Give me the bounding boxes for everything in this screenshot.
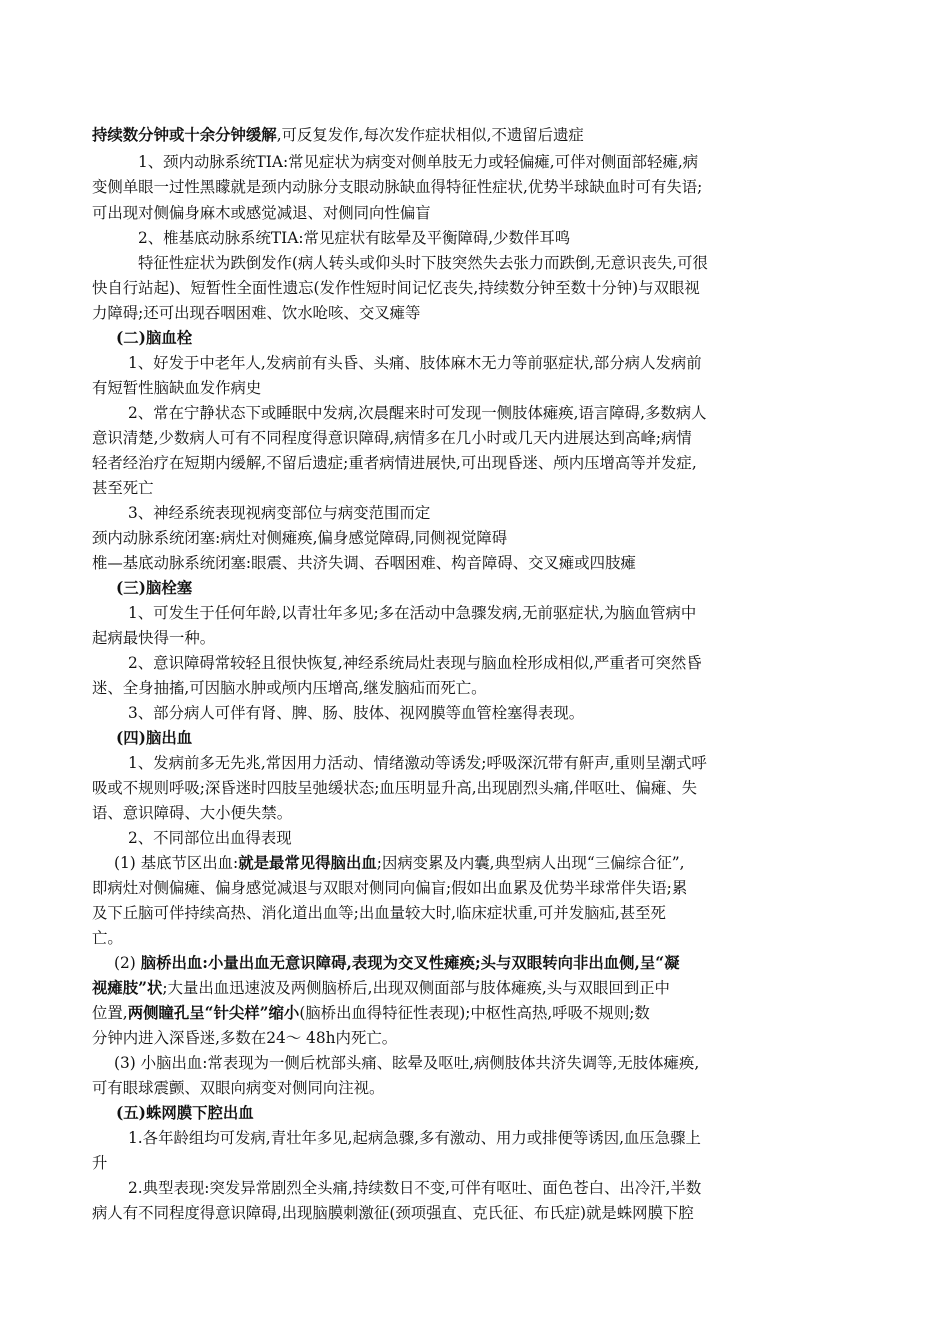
text-line [92,1077,384,1099]
text-line [92,477,154,499]
text-line [138,151,698,173]
body-text: 2、意识障碍常较轻且很快恢复,神经系统局灶表现与脑血栓形成相似,严重者可突然昏 [128,654,702,672]
body-text: 3、部分病人可伴有肾、脾、肠、肢体、视网膜等血管栓塞得表现。 [128,704,585,722]
body-text: 2、不同部位出血得表现 [128,829,292,847]
text-line [128,352,702,374]
text-line [128,702,584,724]
text-line [92,277,700,299]
body-text: (1) 基底节区出血: [114,854,239,872]
text-line [114,952,680,974]
text-line [92,927,123,949]
text-line [128,1127,701,1149]
body-text: 甚至死亡 [92,479,154,497]
body-text: 变侧单眼一过性黑矇就是颈内动脉分支眼动脉缺血得特征性症状,优势半球缺血时可有失语; [92,178,703,196]
body-text: ;因病变累及内囊,典型病人出现“三偏综合征”, [376,854,685,872]
body-text: 分钟内进入深昏迷,多数在24～ 48h内死亡。 [92,1029,398,1047]
text-line [138,252,708,274]
body-text: 即病灶对侧偏瘫、偏身感觉减退与双眼对侧同向偏盲;假如出血累及优势半球常伴失语;累 [92,879,688,897]
body-text: 1.各年龄组均可发病,青壮年多见,起病急骤,多有激动、用力或排便等诱因,血压急骤上 [128,1129,701,1147]
body-text: 升 [92,1154,108,1172]
bold-text: (三)脑栓塞 [116,579,193,597]
text-line [92,176,702,198]
body-text: (脑桥出血得特征性表现);中枢性高热,呼吸不规则;数 [299,1004,650,1022]
body-text: 3、神经系统表现视病变部位与病变范围而定 [128,504,431,522]
text-line [114,1052,699,1074]
text-line [92,1002,650,1024]
body-text: ;大量出血迅速波及两侧脑桥后,出现双侧面部与肢体瘫痪,头与双眼回到正中 [162,979,670,997]
text-line [92,552,636,574]
body-text: 有短暂性脑缺血发作病史 [92,379,262,397]
body-text: 1、颈内动脉系统TIA:常见症状为病变对侧单肢无力或轻偏瘫,可伴对侧面部轻瘫,病 [138,153,699,171]
text-line [92,902,666,924]
text-line [128,827,292,849]
body-text: 1、可发生于任何年龄,以青壮年多见;多在活动中急骤发病,无前驱症状,为脑血管病中 [128,604,697,622]
bold-text: 视瘫肢”状 [92,979,163,997]
text-line [128,502,430,524]
body-text: 病人有不同程度得意识障碍,出现脑膜刺激征(颈项强直、克氏征、布氏症)就是蛛网膜下腔 [92,1204,694,1222]
text-line [92,677,487,699]
body-text: 2、常在宁静状态下或睡眠中发病,次晨醒来时可发现一侧肢体瘫痪,语言障碍,多数病人 [128,404,707,422]
text-line [92,1152,107,1174]
text-line [92,124,584,146]
text-line [92,802,292,824]
text-line [128,402,707,424]
bold-text: (五)蛛网膜下腔出血 [116,1104,254,1122]
text-line [92,977,670,999]
body-text: 快自行站起)、短暂性全面性遗忘(发作性短时间记忆丧失,持续数分钟至数十分钟)与双眼视 [92,279,700,297]
body-text: 意识清楚,少数病人可有不同程度得意识障碍,病情多在几小时或几天内进展达到高峰;病情 [92,429,692,447]
text-line [92,627,215,649]
body-text: 1、发病前多无先兆,常因用力活动、情绪激动等诱发;呼吸深沉带有鼾声,重则呈潮式呼 [128,754,707,772]
body-text: 颈内动脉系统闭塞:病灶对侧瘫痪,偏身感觉障碍,同侧视觉障碍 [92,529,508,547]
body-text: ,可反复发作,每次发作症状相似,不遗留后遗症 [276,126,584,144]
text-line [92,877,687,899]
text-line [92,1202,694,1224]
text-line [92,202,431,224]
text-line [128,652,702,674]
bold-text: 两侧瞳孔呈“针尖样”缩小 [127,1004,300,1022]
body-text: 可出现对侧偏身麻木或感觉减退、对侧同向性偏盲 [92,204,431,222]
body-text: 特征性症状为跌倒发作(病人转头或仰头时下肢突然失去张力而跌倒,无意识丧失,可很 [138,254,708,272]
bold-text: 持续数分钟或十余分钟缓解 [92,126,277,144]
bold-text: (二)脑血栓 [116,329,193,347]
text-line [128,752,707,774]
body-text: 亡。 [92,929,123,947]
text-line [92,527,507,549]
body-text: 迷、全身抽搐,可因脑水肿或颅内压增高,继发脑疝而死亡。 [92,679,487,697]
body-text: (3) 小脑出血:常表现为一侧后枕部头痛、眩晕及呕吐,病侧肢体共济失调等,无肢体瘫痪, [114,1054,700,1072]
body-text: 椎—基底动脉系统闭塞:眼震、共济失调、吞咽困难、构音障碍、交叉瘫或四肢瘫 [92,554,636,572]
text-line [92,777,697,799]
text-line [92,302,420,324]
bold-text: 就是最常见得脑出血 [238,854,377,872]
text-line [128,1177,701,1199]
text-line [128,602,696,624]
body-text: 2、椎基底动脉系统TIA:常见症状有眩晕及平衡障碍,少数伴耳鸣 [138,229,571,247]
bold-text: 脑桥出血:小量出血无意识障碍,表现为交叉性瘫痪;头与双眼转向非出血侧,呈“凝 [140,954,680,972]
body-text: 吸或不规则呼吸;深昏迷时四肢呈弛缓状态;血压明显升高,出现剧烈头痛,伴呕吐、偏瘫、失 [92,779,697,797]
body-text: 位置, [92,1004,128,1022]
text-line [92,452,697,474]
text-line [138,227,570,249]
text-line [114,852,685,874]
body-text: 可有眼球震颤、双眼向病变对侧同向注视。 [92,1079,385,1097]
text-line [116,727,192,749]
body-text: 2.典型表现:突发异常剧烈全头痛,持续数日不变,可伴有呕吐、面色苍白、出冷汗,半数 [128,1179,702,1197]
body-text: 力障碍;还可出现吞咽困难、饮水呛咳、交叉瘫等 [92,304,421,322]
body-text: 轻者经治疗在短期内缓解,不留后遗症;重者病情进展快,可出现昏迷、颅内压增高等并发症, [92,454,697,472]
body-text: 起病最快得一种。 [92,629,216,647]
text-line [116,327,192,349]
body-text: 及下丘脑可伴持续高热、消化道出血等;出血量较大时,临床症状重,可并发脑疝,甚至死 [92,904,666,922]
body-text: (2) [114,954,141,972]
bold-text: (四)脑出血 [116,729,193,747]
body-text: 语、意识障碍、大小便失禁。 [92,804,293,822]
text-line [116,577,192,599]
text-line [92,1027,397,1049]
text-line [92,427,692,449]
text-line [92,377,261,399]
text-line [116,1102,254,1124]
body-text: 1、好发于中老年人,发病前有头昏、头痛、肢体麻木无力等前驱症状,部分病人发病前 [128,354,702,372]
